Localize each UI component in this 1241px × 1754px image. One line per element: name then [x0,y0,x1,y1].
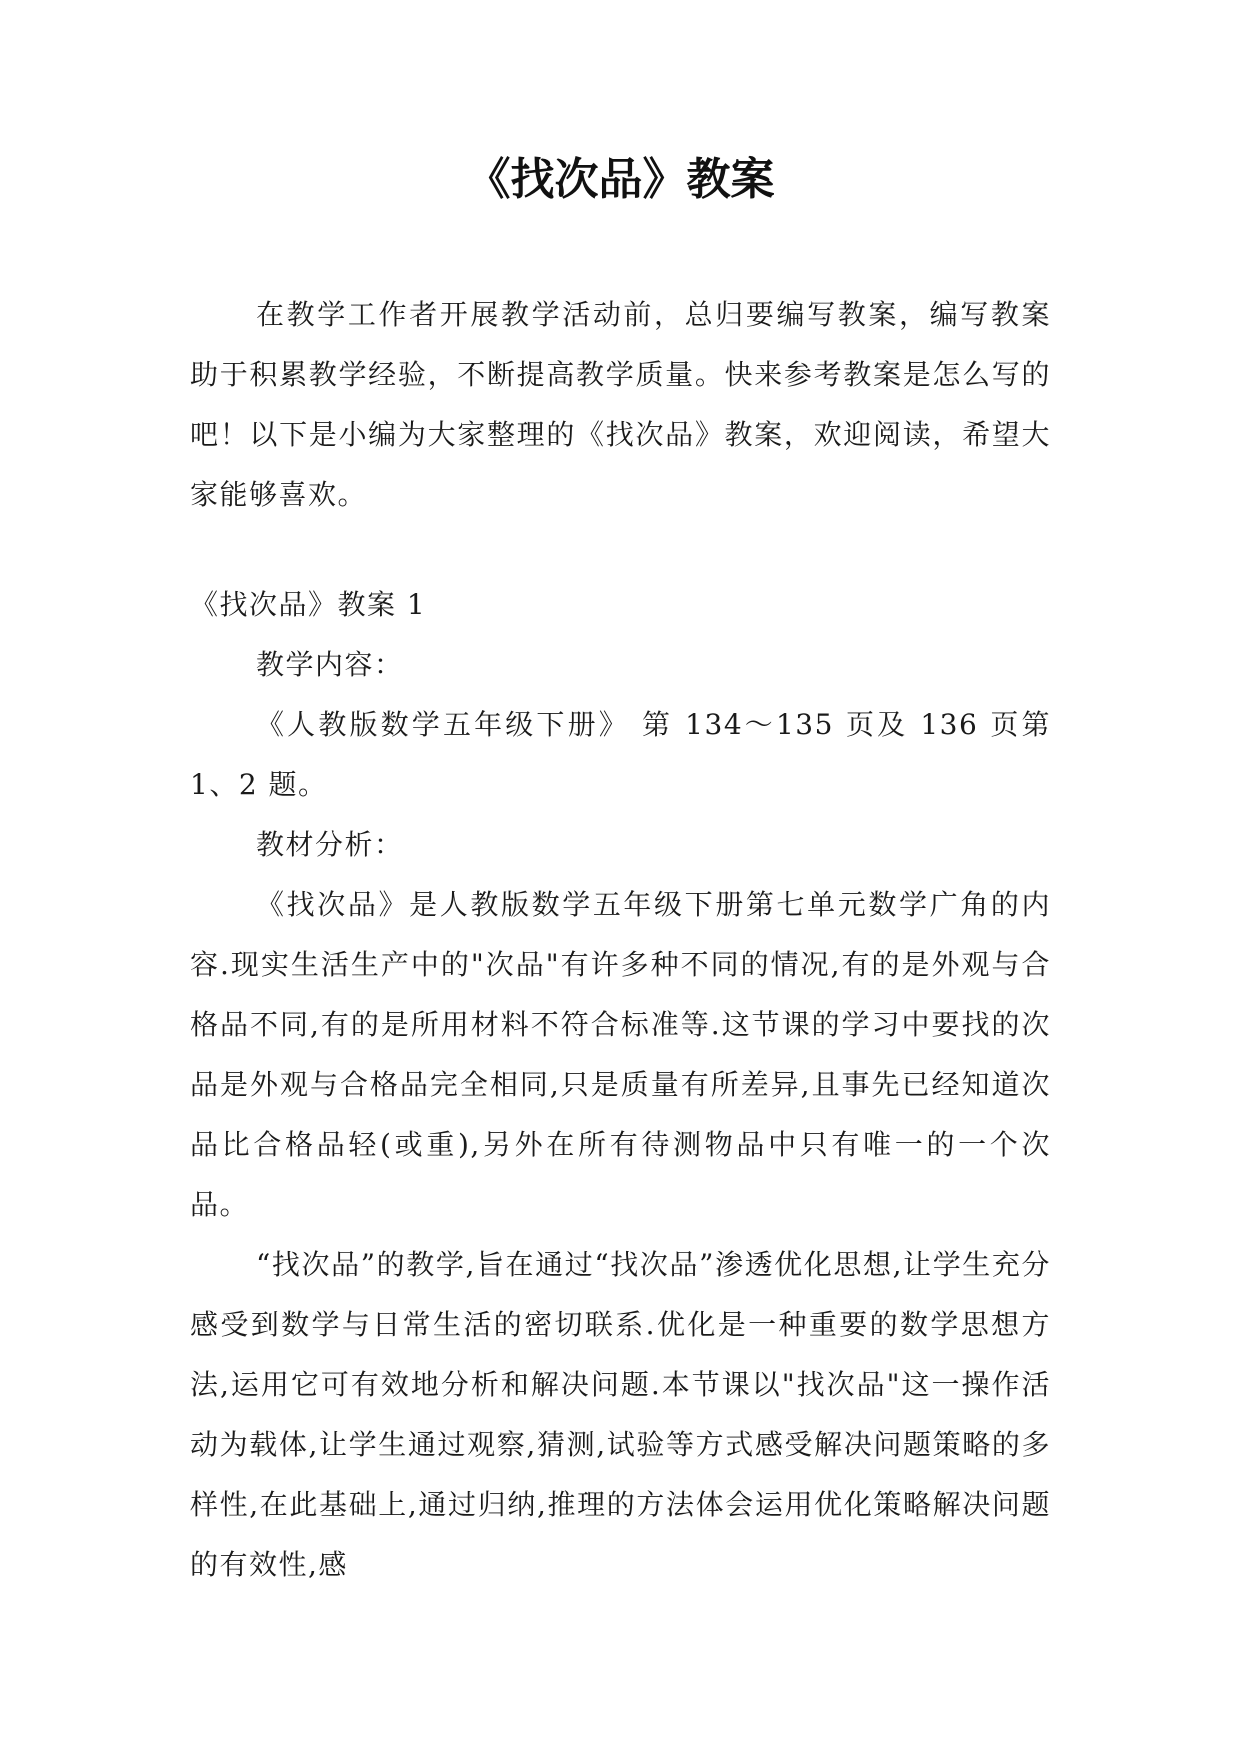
intro-paragraph: 在教学工作者开展教学活动前，总归要编写教案，编写教案助于积累教学经验，不断提高教学质量。快来参考教案是怎么写的吧！以下是小编为大家整理的《找次品》教案，欢迎阅读，希望大家能够喜欢。 [190,298,1051,511]
section-1 [190,575,1051,1595]
material-analysis-label: 教材分析： [256,828,404,861]
teaching-content-text: 《人教版数学五年级下册》 第 134～135 页及 136 页第 1、2 题。 [190,708,1051,801]
material-analysis-paragraph-2: “找次品”的教学,旨在通过“找次品”渗透优化思想,让学生充分感受到数学与日常生活的密切联系.优化是一种重要的数学思想方法,运用它可有效地分析和解决问题.本节课以"找次品"这一操作活动为载体,让学生通过观察,猜测,试验等方式感受解决问题策略的多样性,在此基础上,通过归纳,推理的方法体会运用优化策略解决问题的有效性,感 [190,1248,1051,1581]
section-heading: 《找次品》教案 1 [190,588,427,621]
teaching-content-label: 教学内容： [256,648,404,681]
material-analysis-paragraph-1: 《找次品》是人教版数学五年级下册第七单元数学广角的内容.现实生活生产中的"次品"有许多种不同的情况,有的是外观与合格品不同,有的是所用材料不符合标准等.这节课的学习中要找的次品是外观与合格品完全相同,只是质量有所差异,且事先已经知道次品比合格品轻(或重),另外在所有待测物品中只有唯一的一个次品。 [190,888,1051,1221]
document-title: 《找次品》教案 [466,154,775,205]
intro-block [190,285,1051,525]
